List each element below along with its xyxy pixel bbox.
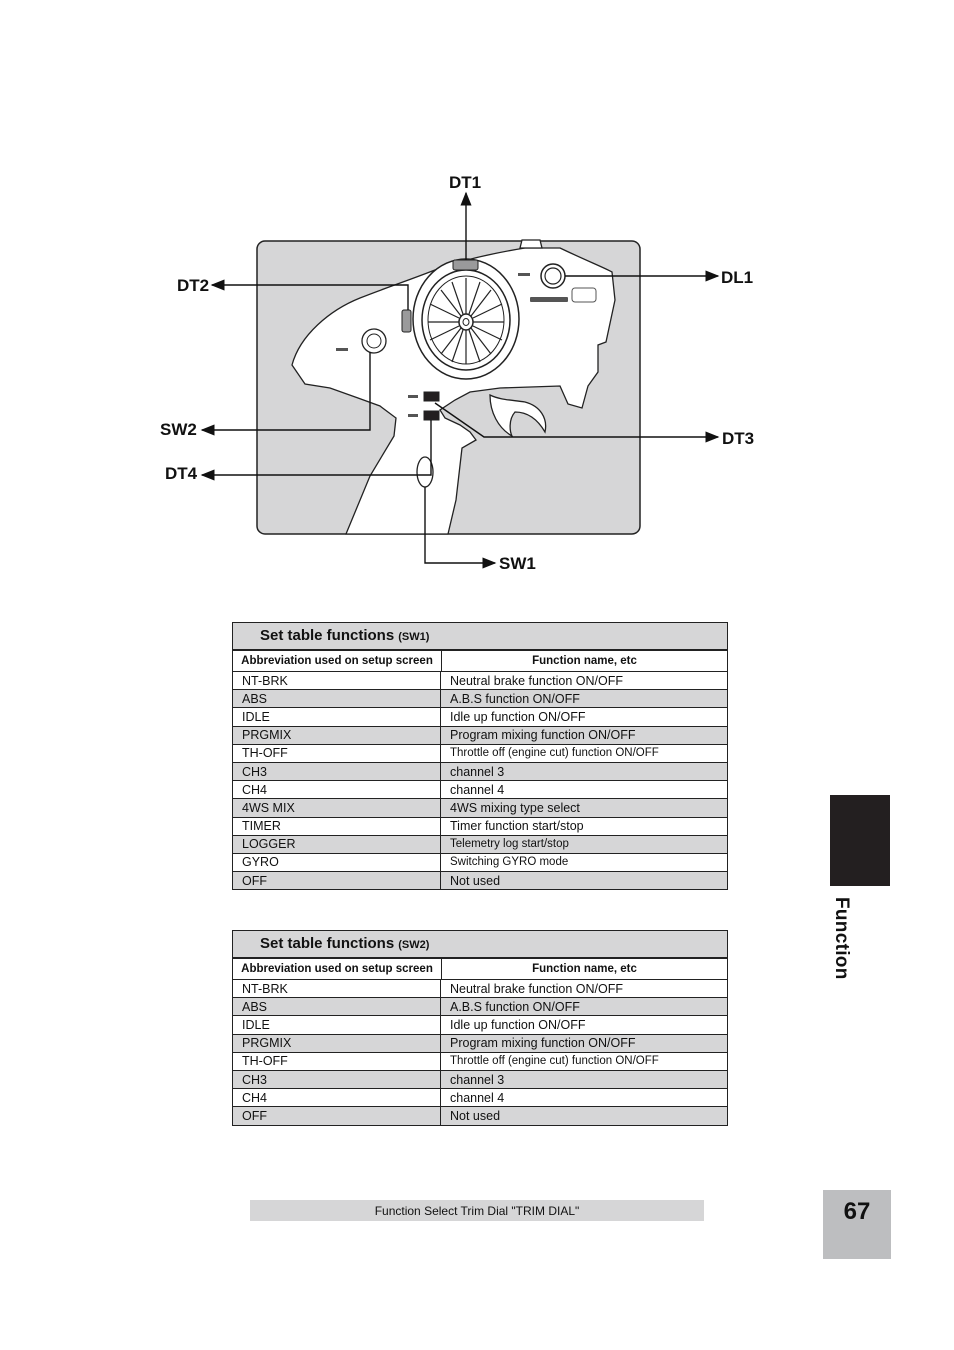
page-footer (250, 1200, 704, 1221)
cell-func: A.B.S function ON/OFF (450, 999, 580, 1014)
table-row (233, 745, 727, 763)
cell-abbr: ABS (233, 690, 441, 707)
table-row (233, 1071, 727, 1089)
dt4-trim (424, 411, 439, 420)
cell-func: Switching GYRO mode (450, 856, 569, 869)
table-title-bar (233, 623, 727, 651)
table-row (233, 763, 727, 781)
cell-func: Not used (450, 1108, 501, 1123)
table-row (233, 980, 727, 998)
cell-func: 4WS mixing type select (450, 800, 580, 815)
cell-abbr: ABS (233, 998, 441, 1015)
table-row (233, 818, 727, 836)
column-header-function: Function name, etc (532, 655, 637, 667)
cell-func: A.B.S function ON/OFF (450, 691, 580, 706)
column-header-abbreviation: Abbreviation used on setup screen (233, 651, 442, 671)
table-column-header (233, 959, 727, 980)
table-row (233, 998, 727, 1016)
column-header-function: Function name, etc (532, 963, 637, 975)
label-dl1: DL1 (721, 268, 754, 287)
cell-func: Program mixing function ON/OFF (450, 1036, 636, 1051)
cell-func: Neutral brake function ON/OFF (450, 673, 623, 688)
table-row (233, 836, 727, 854)
page-number: 67 (843, 1198, 871, 1225)
cell-func: Program mixing function ON/OFF (450, 728, 636, 743)
table-row (233, 690, 727, 708)
transmitter-illustration (0, 0, 954, 600)
table-subtitle: (SW2) (398, 939, 430, 951)
table-title: Set table functions (260, 627, 395, 644)
cell-abbr: 4WS MIX (233, 799, 441, 816)
label-sw2: SW2 (160, 420, 197, 439)
table-row (233, 872, 727, 889)
dt1-trim (453, 260, 478, 270)
cell-func: Not used (450, 873, 501, 888)
cell-abbr: IDLE (233, 708, 441, 725)
cell-abbr: CH3 (233, 1071, 441, 1088)
cell-abbr: CH4 (233, 1089, 441, 1106)
cell-func: channel 3 (450, 764, 505, 779)
table-row (233, 708, 727, 726)
cell-func: channel 4 (450, 1090, 505, 1105)
table-row (233, 1089, 727, 1107)
footer-text: Function Select Trim Dial "TRIM DIAL" (374, 1203, 580, 1218)
section-tab-label (820, 897, 860, 987)
dt2-trim (402, 310, 411, 332)
table-row (233, 781, 727, 799)
table-row (233, 1016, 727, 1034)
transmitter-figure (0, 0, 954, 600)
section-tab-block (830, 795, 890, 886)
cell-func: Telemetry log start/stop (450, 838, 569, 851)
label-dt2: DT2 (177, 276, 210, 295)
table-subtitle: (SW1) (398, 631, 430, 643)
table-title-bar (233, 931, 727, 959)
sw2-switch (362, 329, 386, 353)
table-row (233, 854, 727, 872)
cell-func: Neutral brake function ON/OFF (450, 981, 623, 996)
cell-abbr: CH3 (233, 763, 441, 780)
cell-abbr: TIMER (233, 818, 441, 835)
label-dt1: DT1 (449, 173, 482, 192)
table-row (233, 1107, 727, 1124)
label-sw1: SW1 (499, 554, 536, 573)
table-sw1 (232, 622, 728, 890)
table-row (233, 799, 727, 817)
column-header-abbreviation: Abbreviation used on setup screen (233, 959, 442, 979)
table-sw2 (232, 930, 728, 1126)
cell-func: channel 4 (450, 782, 505, 797)
dt3-trim (424, 392, 439, 401)
cell-abbr: TH-OFF (233, 1053, 441, 1070)
cell-abbr: LOGGER (233, 836, 441, 853)
table-row (233, 1053, 727, 1071)
cell-abbr: OFF (233, 1107, 441, 1124)
cell-func: Idle up function ON/OFF (450, 709, 586, 724)
table-row (233, 672, 727, 690)
table-row (233, 727, 727, 745)
label-dt4: DT4 (165, 464, 198, 483)
cell-func: channel 3 (450, 1072, 505, 1087)
cell-abbr: TH-OFF (233, 745, 441, 762)
cell-func: Throttle off (engine cut) function ON/OFF (450, 747, 659, 760)
dl1-dial (541, 264, 565, 288)
table-title: Set table functions (260, 935, 395, 952)
cell-abbr: PRGMIX (233, 1035, 441, 1052)
cell-abbr: NT-BRK (233, 980, 441, 997)
section-tab-text: Function (831, 897, 852, 980)
steering-wheel (413, 259, 519, 379)
cell-abbr: NT-BRK (233, 672, 441, 689)
cell-abbr: CH4 (233, 781, 441, 798)
cell-func: Throttle off (engine cut) function ON/OFF (450, 1055, 659, 1068)
table-row (233, 1035, 727, 1053)
label-dt3: DT3 (722, 429, 755, 448)
cell-abbr: IDLE (233, 1016, 441, 1033)
table-column-header (233, 651, 727, 672)
cell-func: Timer function start/stop (450, 819, 584, 834)
cell-abbr: OFF (233, 872, 441, 889)
cell-abbr: PRGMIX (233, 727, 441, 744)
cell-func: Idle up function ON/OFF (450, 1017, 586, 1032)
cell-abbr: GYRO (233, 854, 441, 871)
